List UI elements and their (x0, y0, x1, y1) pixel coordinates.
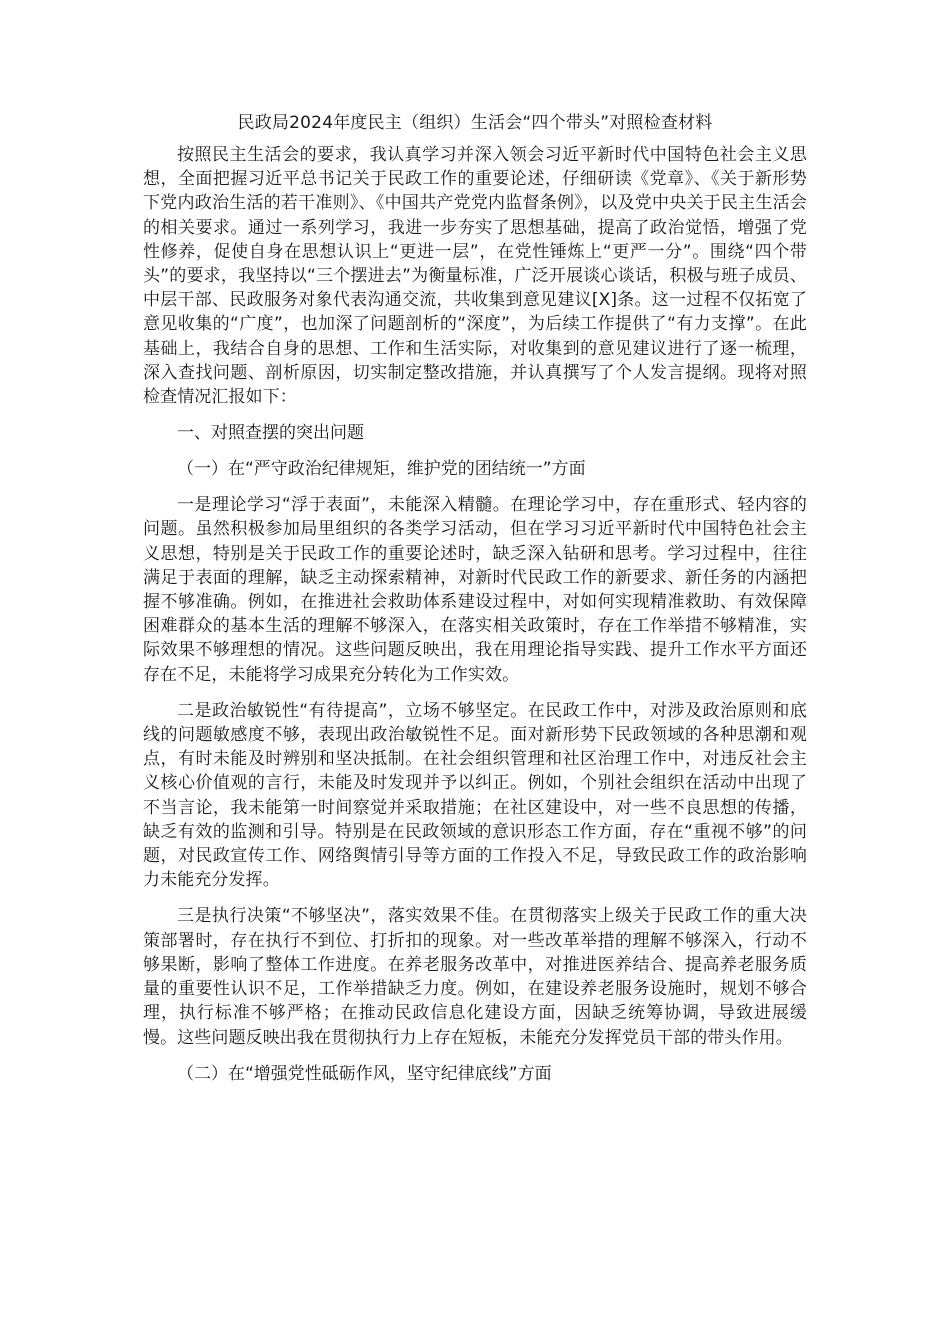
subsection-heading-2: （二）在“增强党性砥砺作风，坚守纪律底线”方面 (177, 1063, 552, 1084)
subsection-heading-1: （一）在“严守政治纪律规矩，维护党的团结统一”方面 (177, 459, 586, 480)
problem-paragraph-1: 一是理论学习“浮于表面”，未能深入精髓。在理论学习中，存在重形式、轻内容的问题。虽然积极参加局里组织的各类学习活动，但在学习习近平新时代中国特色社会主义思想，特别是关于民政工作的重要论述时，缺乏深入钻研和思考。学习过程中，往往满足于表面的理解，缺乏主动探索精神，对新时代民政工作的新要求、新任务的内涵把握不够准确。例如，在推进社会救助体系建设过程中，对如何实现精准救助、有效保障困难群众的基本生活的理解不够深入，在落实相关政策时，存在工作举措不够精准，实际效果不够理想的情况。这些问题反映出，我在用理论指导实践、提升工作水平方面还存在不足，未能将学习成果充分转化为工作实效。 (143, 495, 807, 685)
problem-paragraph-3: 三是执行决策“不够坚决”，落实效果不佳。在贯彻落实上级关于民政工作的重大决策部署时，存在执行不到位、打折扣的现象。对一些改革举措的理解不够深入，行动不够果断，影响了整体工作进度。在养老服务改革中，对推进医养结合、提高养老服务质量的重要性认识不足，工作举措缺乏力度。例如，在建设养老服务设施时，规划不够合理，执行标准不够严格；在推动民政信息化建设方面，因缺乏统筹协调，导致进展缓慢。这些问题反映出我在贯彻执行力上存在短板，未能充分发挥党员干部的带头作用。 (143, 906, 807, 1048)
intro-paragraph: 按照民主生活会的要求，我认真学习并深入领会习近平新时代中国特色社会主义思想，全面把握习近平总书记关于民政工作的重要论述，仔细研读《党章》、《关于新形势下党内政治生活的若干准则》、《中国共产党党内监督条例》，以及党中央关于民主生活会的相关要求。通过一系列学习，我进一步夯实了思想基础，提高了政治觉悟，增强了党性修养，促使自身在思想认识上“更进一层”，在党性锤炼上“更严一分”。围绕“四个带头”的要求，我坚持以“三个摆进去”为衡量标准，广泛开展谈心谈话，积极与班子成员、中层干部、民政服务对象代表沟通交流，共收集到意见建议[X]条。这一过程不仅拓宽了意见收集的“广度”，也加深了问题剖析的“深度”，为后续工作提供了“有力支撑”。在此基础上，我结合自身的思想、工作和生活实际，对收集到的意见建议进行了逐一梳理，深入查找问题、剖析原因，切实制定整改措施，并认真撰写了个人发言提纲。现将对照检查情况汇报如下： (143, 145, 807, 408)
section-heading-1: 一、对照查摆的突出问题 (177, 423, 364, 444)
document-title: 民政局2024年度民主（组织）生活会“四个带头”对照检查材料 (237, 113, 713, 133)
problem-paragraph-2: 二是政治敏锐性“有待提高”，立场不够坚定。在民政工作中，对涉及政治原则和底线的问题敏感度不够，表现出政治敏锐性不足。面对新形势下民政领域的各种思潮和观点，有时未能及时辨别和坚决抵制。在社会组织管理和社区治理工作中，对违反社会主义核心价值观的言行，未能及时发现并予以纠正。例如，个别社会组织在活动中出现了不当言论，我未能第一时间察觉并采取措施；在社区建设中，对一些不良思想的传播，缺乏有效的监测和引导。特别是在民政领域的意识形态工作方面，存在“重视不够”的问题，对民政宣传工作、网络舆情引导等方面的工作投入不足，导致民政工作的政治影响力未能充分发挥。 (143, 700, 807, 891)
document-page (143, 111, 807, 1086)
